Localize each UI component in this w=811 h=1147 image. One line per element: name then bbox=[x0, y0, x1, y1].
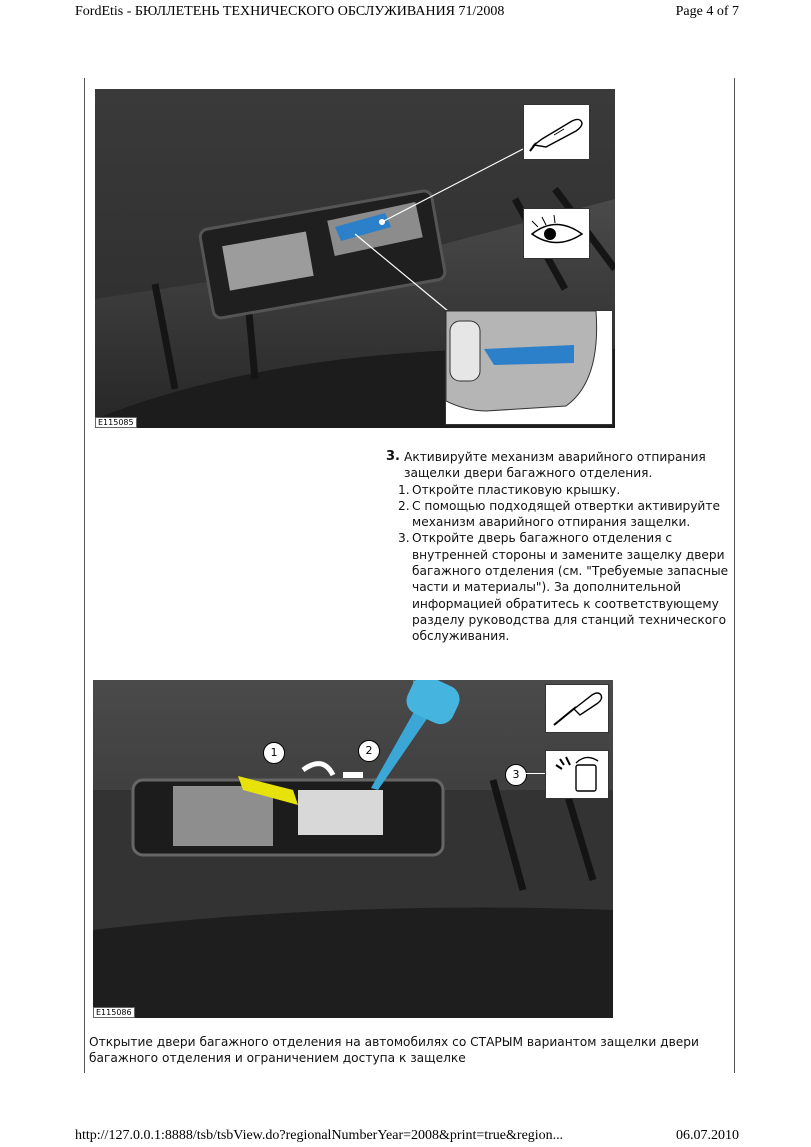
screwdriver-blade-icon bbox=[523, 104, 590, 160]
step-number: 3. bbox=[386, 449, 400, 464]
callout-2: 2 bbox=[358, 740, 380, 762]
footer-date: 06.07.2010 bbox=[676, 1128, 739, 1143]
detail-inset bbox=[445, 310, 613, 425]
substep-3-number: 3. bbox=[398, 531, 410, 546]
callout-3-leader bbox=[525, 773, 545, 774]
waste-bin-icon bbox=[545, 750, 609, 799]
page-number: Page 4 of 7 bbox=[675, 4, 739, 19]
substep-1 bbox=[386, 482, 731, 498]
callout-3: 3 bbox=[505, 764, 527, 786]
figure-1-photo bbox=[95, 89, 615, 428]
substep-2-number: 2. bbox=[398, 498, 410, 513]
header-title: FordEtis - БЮЛЛЕТЕНЬ ТЕХНИЧЕСКОГО ОБСЛУЖИВАНИЯ 71/2008 bbox=[75, 4, 505, 19]
eye-icon bbox=[523, 208, 590, 259]
step-3-block bbox=[386, 449, 731, 645]
figure-2-id: E115086 bbox=[93, 1007, 135, 1018]
figure-1-id: E115085 bbox=[95, 417, 137, 428]
right-border bbox=[734, 78, 735, 1073]
footer-url: http://127.0.0.1:8888/tsb/tsbView.do?regionalNumberYear=2008&print=true&region... bbox=[75, 1128, 564, 1143]
left-border bbox=[84, 78, 85, 1073]
step-title-text: Активируйте механизм аварийного отпирания защелки двери багажного отделения. bbox=[404, 450, 706, 481]
substep-3-text: Откройте дверь багажного отделения с внутренней стороны и замените защелку двери багажного отделения (см. "Требуемые запасные части и материалы"). За дополнительной информацией обратитесь к соответствующему разделу руководства для станций технического обслуживания. bbox=[412, 531, 729, 644]
figure-caption: Открытие двери багажного отделения на автомобилях со СТАРЫМ вариантом защелки двери багажного отделения и ограничением доступа к защелке bbox=[89, 1035, 699, 1066]
figure-2-photo bbox=[93, 680, 613, 1018]
substep-3 bbox=[386, 530, 731, 644]
substep-1-number: 1. bbox=[398, 482, 410, 497]
step-3-title bbox=[386, 449, 731, 482]
substep-2-text: С помощью подходящей отвертки активируйте механизм аварийного отпирания защелки. bbox=[412, 498, 720, 530]
callout-1: 1 bbox=[263, 742, 285, 764]
substep-1-text: Откройте пластиковую крышку. bbox=[412, 482, 621, 497]
substep-2 bbox=[386, 498, 731, 531]
screwdriver-icon bbox=[545, 684, 609, 733]
